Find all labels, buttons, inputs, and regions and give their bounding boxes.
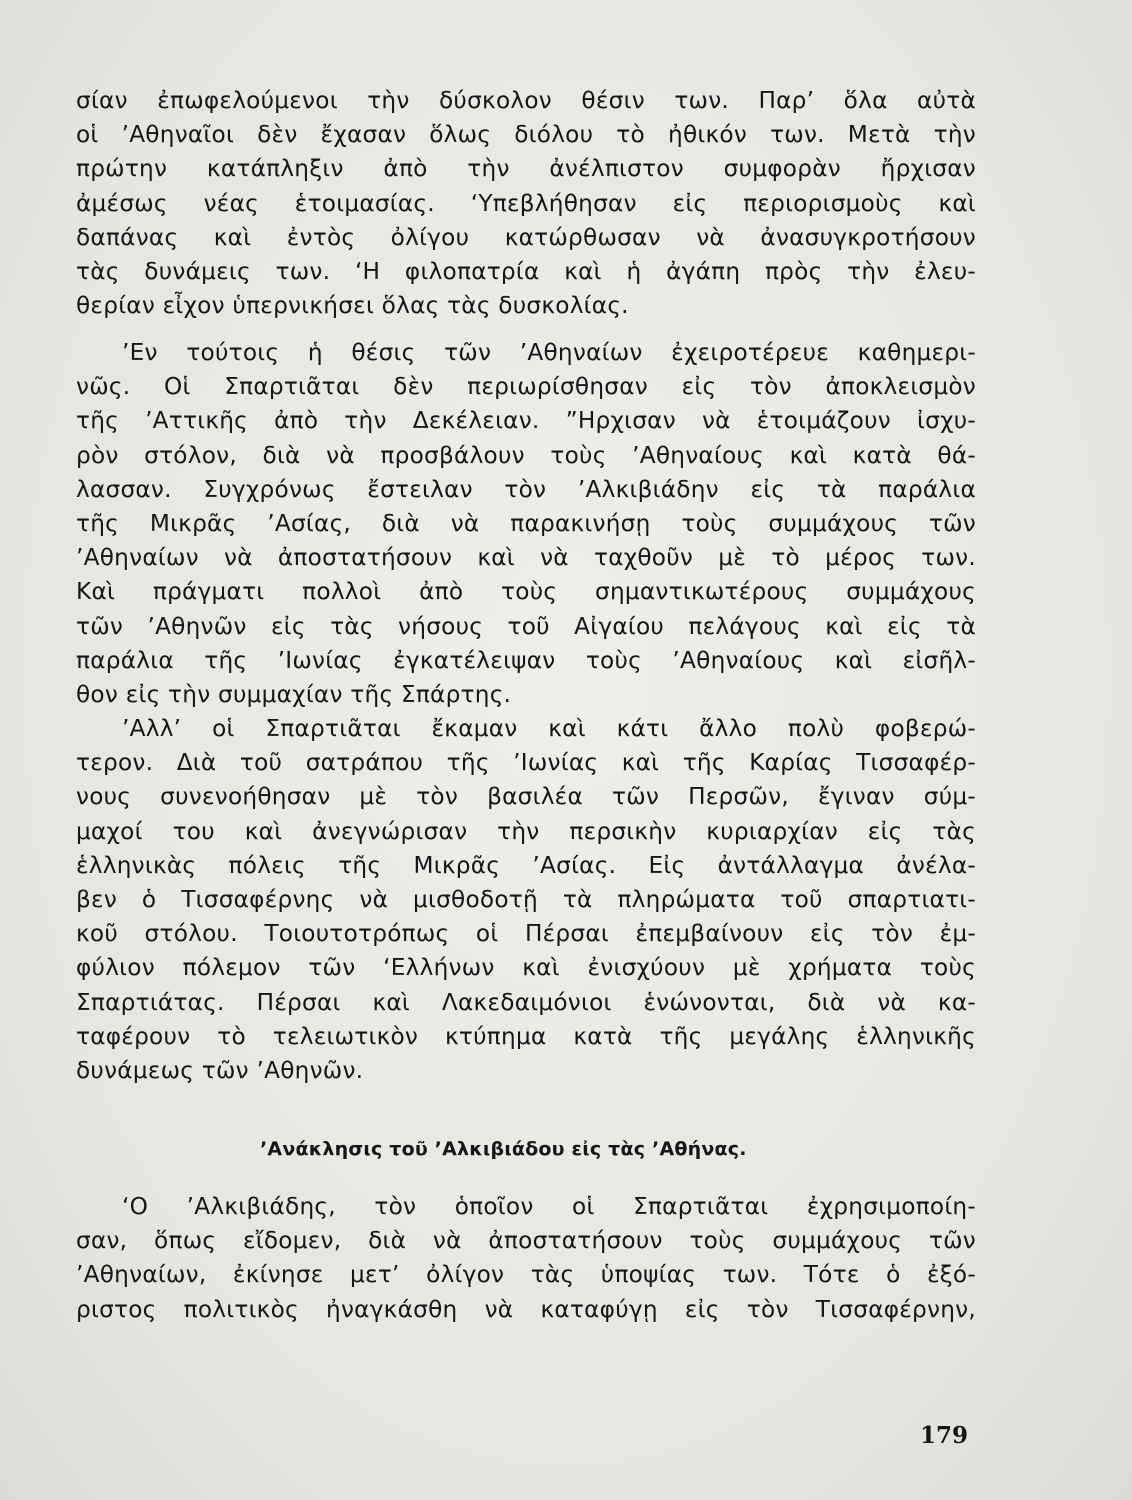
- text-line: φύλιον πόλεμον τῶν ‘Ελλήνων καὶ ἐνισχύουν μὲ χρήματα τοὺς: [76, 954, 976, 982]
- text-line: ἑλληνικὰς πόλεις τῆς Μικρᾶς ’Ασίας. Εἰς ἀντάλλαγμα ἀνέλα-: [76, 851, 976, 879]
- text-line: πρώτην κατάπληξιν ἀπὸ τὴν ἀνέλπιστον συμφορὰν ἤρχισαν: [76, 155, 976, 183]
- text-line: σαν, ὅπως εἴδομεν, διὰ νὰ ἀποστατήσουν τοὺς συμμάχους τῶν: [76, 1227, 976, 1255]
- text-line: τῆς ’Αττικῆς ἀπὸ τὴν Δεκέλειαν. ”Ηρχισαν νὰ ἑτοιμάζουν ἰσχυ-: [76, 407, 976, 435]
- text-line: δαπάνας καὶ ἐντὸς ὀλίγου κατώρθωσαν νὰ ἀνασυγκροτήσουν: [76, 223, 976, 251]
- page-number: 179: [920, 1422, 969, 1449]
- text-line: θον εἰς τὴν συμμαχίαν τῆς Σπάρτης.: [76, 680, 512, 708]
- text-line: νῶς. Οἱ Σπαρτιᾶται δὲν περιωρίσθησαν εἰς τὸν ἀποκλεισμὸν: [76, 373, 976, 401]
- text-line: τῶν ’Αθηνῶν εἰς τὰς νήσους τοῦ Αἰγαίου πελάγους καὶ εἰς τὰ: [76, 612, 976, 640]
- text-line: σίαν ἐπωφελούμενοι τὴν δύσκολον θέσιν των. Παρ’ ὅλα αὐτὰ: [76, 87, 976, 114]
- text-line: νους συνενοήθησαν μὲ τὸν βασιλέα τῶν Περσῶν, ἔγιναν σύμ-: [76, 783, 976, 811]
- text-line: ταφέρουν τὸ τελειωτικὸν κτύπημα κατὰ τῆς μεγάλης ἑλληνικῆς: [76, 1022, 976, 1050]
- text-line: βεν ὁ Τισσαφέρνης νὰ μισθοδοτῇ τὰ πληρώματα τοῦ σπαρτιατι-: [76, 885, 976, 913]
- paragraph-1: [76, 84, 976, 323]
- section-heading: ’Ανάκλησις τοῦ ’Αλκιβιάδου εἰς τὰς ’Αθήνας.: [260, 1138, 747, 1160]
- text-line: θερίαν εἶχον ὑπερνικήσει ὅλας τὰς δυσκολίας.: [76, 292, 629, 320]
- text-line: ’Αλλ’ οἱ Σπαρτιᾶται ἔκαμαν καὶ κάτι ἄλλο πολὺ φοβερώ-: [122, 715, 976, 742]
- text-line: μαχοί του καὶ ἀνεγνώρισαν τὴν περσικὴν κυριαρχίαν εἰς τὰς: [76, 817, 976, 845]
- text-line: τὰς δυνάμεις των. ‘Η φιλοπατρία καὶ ἡ ἀγάπη πρὸς τὴν ἐλευ-: [76, 257, 976, 285]
- text-line: ’Εν τούτοις ἡ θέσις τῶν ’Αθηναίων ἐχειροτέρευε καθημερι-: [122, 339, 976, 366]
- text-line: ἀμέσως νέας ἑτοιμασίας. ‘Υπεβλήθησαν εἰς περιορισμοὺς καὶ: [76, 189, 976, 217]
- text-line: ’Αθηναίων, ἐκίνησε μετ’ ὀλίγον τὰς ὑποψίας των. Τότε ὁ ἐξό-: [76, 1261, 976, 1289]
- text-line: ριστος πολιτικὸς ἠναγκάσθη νὰ καταφύγῃ εἰς τὸν Τισσαφέρνην,: [76, 1295, 976, 1323]
- section-paragraph: [76, 1190, 976, 1327]
- text-line: ρὸν στόλον, διὰ νὰ προσβάλουν τοὺς ’Αθηναίους καὶ κατὰ θά-: [76, 441, 976, 469]
- text-line: παράλια τῆς ’Ιωνίας ἐγκατέλειψαν τοὺς ’Αθηναίους καὶ εἰσῆλ-: [76, 646, 976, 674]
- text-line: ‘Ο ’Αλκιβιάδης, τὸν ὁποῖον οἱ Σπαρτιᾶται ἐχρησιμοποίη-: [122, 1193, 976, 1220]
- text-line: κοῦ στόλου. Τοιουτοτρόπως οἱ Πέρσαι ἐπεμβαίνουν εἰς τὸν ἐμ-: [76, 920, 976, 948]
- text-line: οἱ ’Αθηναῖοι δὲν ἔχασαν ὅλως διόλου τὸ ἠθικόν των. Μετὰ τὴν: [76, 121, 976, 149]
- paragraph-2: [76, 336, 976, 712]
- text-line: τῆς Μικρᾶς ’Ασίας, διὰ νὰ παρακινήσῃ τοὺς συμμάχους τῶν: [76, 509, 976, 537]
- text-line: τερον. Διὰ τοῦ σατράπου τῆς ’Ιωνίας καὶ τῆς Καρίας Τισσαφέρ-: [76, 749, 976, 777]
- text-line: Καὶ πράγματι πολλοὶ ἀπὸ τοὺς σημαντικωτέρους συμμάχους: [76, 578, 976, 606]
- text-line: Σπαρτιάτας. Πέρσαι καὶ Λακεδαιμόνιοι ἑνώνονται, διὰ νὰ κα-: [76, 988, 976, 1016]
- paragraph-3: [76, 712, 976, 1088]
- text-line: λασσαν. Συγχρόνως ἔστειλαν τὸν ’Αλκιβιάδην εἰς τὰ παράλια: [76, 475, 976, 503]
- text-line: δυνάμεως τῶν ’Αθηνῶν.: [76, 1056, 364, 1084]
- text-line: ’Αθηναίων νὰ ἀποστατήσουν καὶ νὰ ταχθοῦν μὲ τὸ μέρος των.: [76, 544, 976, 572]
